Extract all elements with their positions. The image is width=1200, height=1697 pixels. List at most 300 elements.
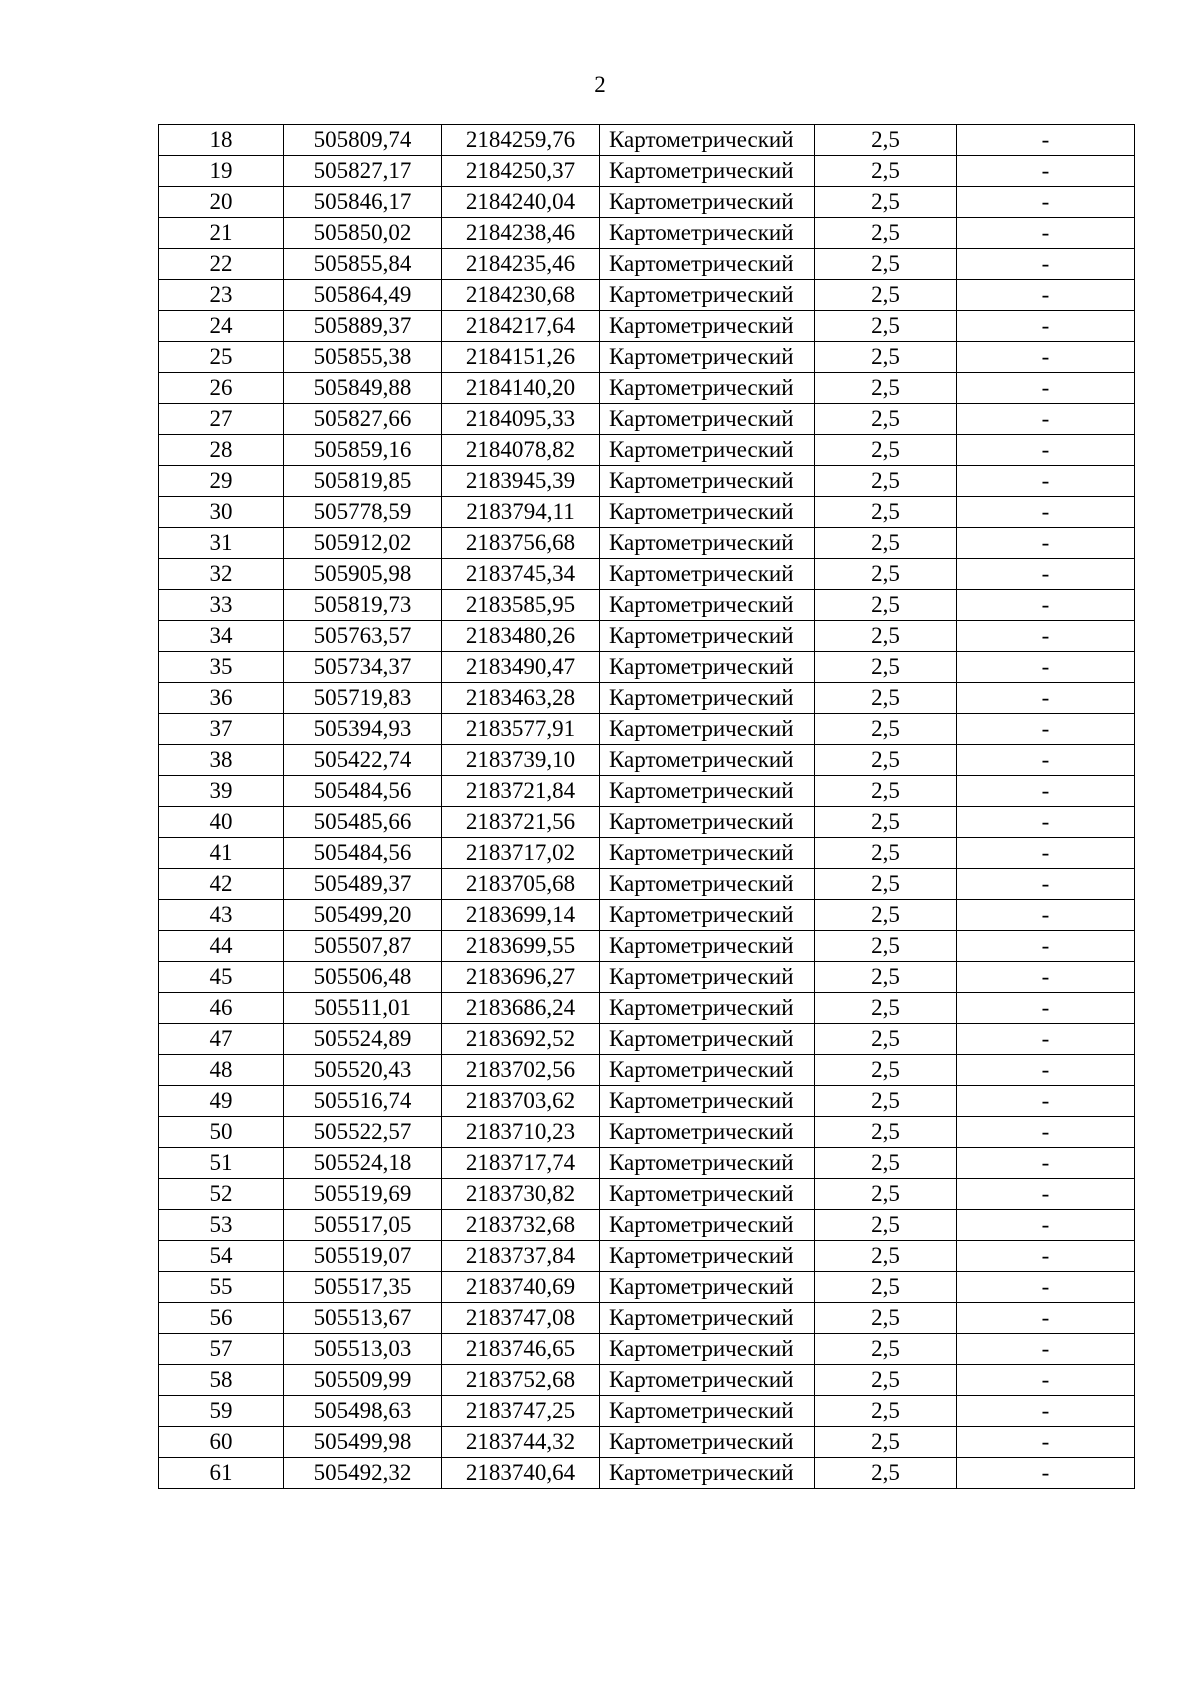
x-coordinate-cell: 505864,49 — [284, 280, 442, 311]
point-number-cell: 46 — [159, 993, 284, 1024]
accuracy-cell: 2,5 — [815, 1148, 957, 1179]
point-number-cell: 40 — [159, 807, 284, 838]
description-cell: - — [957, 1086, 1135, 1117]
accuracy-cell: 2,5 — [815, 435, 957, 466]
description-cell: - — [957, 776, 1135, 807]
y-coordinate-cell: 2183740,64 — [442, 1458, 600, 1489]
table-row — [159, 466, 1135, 497]
accuracy-cell: 2,5 — [815, 218, 957, 249]
point-number-cell: 32 — [159, 559, 284, 590]
table-row — [159, 590, 1135, 621]
description-cell: - — [957, 745, 1135, 776]
x-coordinate-cell: 505489,37 — [284, 869, 442, 900]
x-coordinate-cell: 505499,20 — [284, 900, 442, 931]
method-cell: Картометрический — [600, 869, 815, 900]
x-coordinate-cell: 505484,56 — [284, 838, 442, 869]
point-number-cell: 43 — [159, 900, 284, 931]
point-number-cell: 48 — [159, 1055, 284, 1086]
x-coordinate-cell: 505519,69 — [284, 1179, 442, 1210]
method-cell: Картометрический — [600, 1334, 815, 1365]
accuracy-cell: 2,5 — [815, 466, 957, 497]
accuracy-cell: 2,5 — [815, 1024, 957, 1055]
y-coordinate-cell: 2183717,74 — [442, 1148, 600, 1179]
accuracy-cell: 2,5 — [815, 311, 957, 342]
method-cell: Картометрический — [600, 714, 815, 745]
y-coordinate-cell: 2184140,20 — [442, 373, 600, 404]
table-row — [159, 1148, 1135, 1179]
point-number-cell: 31 — [159, 528, 284, 559]
table-row — [159, 280, 1135, 311]
accuracy-cell: 2,5 — [815, 993, 957, 1024]
method-cell: Картометрический — [600, 962, 815, 993]
table-row — [159, 1241, 1135, 1272]
description-cell: - — [957, 559, 1135, 590]
table-row — [159, 869, 1135, 900]
y-coordinate-cell: 2183737,84 — [442, 1241, 600, 1272]
accuracy-cell: 2,5 — [815, 652, 957, 683]
point-number-cell: 36 — [159, 683, 284, 714]
y-coordinate-cell: 2183703,62 — [442, 1086, 600, 1117]
description-cell: - — [957, 1365, 1135, 1396]
method-cell: Картометрический — [600, 435, 815, 466]
table-row — [159, 528, 1135, 559]
y-coordinate-cell: 2184240,04 — [442, 187, 600, 218]
method-cell: Картометрический — [600, 1024, 815, 1055]
y-coordinate-cell: 2184238,46 — [442, 218, 600, 249]
method-cell: Картометрический — [600, 466, 815, 497]
x-coordinate-cell: 505519,07 — [284, 1241, 442, 1272]
x-coordinate-cell: 505859,16 — [284, 435, 442, 466]
x-coordinate-cell: 505849,88 — [284, 373, 442, 404]
y-coordinate-cell: 2183745,34 — [442, 559, 600, 590]
accuracy-cell: 2,5 — [815, 1086, 957, 1117]
x-coordinate-cell: 505827,66 — [284, 404, 442, 435]
accuracy-cell: 2,5 — [815, 1303, 957, 1334]
point-number-cell: 19 — [159, 156, 284, 187]
table-row — [159, 1427, 1135, 1458]
table-row — [159, 745, 1135, 776]
y-coordinate-cell: 2183463,28 — [442, 683, 600, 714]
description-cell: - — [957, 838, 1135, 869]
coordinates-table-body — [159, 125, 1135, 1489]
method-cell: Картометрический — [600, 807, 815, 838]
y-coordinate-cell: 2183686,24 — [442, 993, 600, 1024]
table-row — [159, 404, 1135, 435]
y-coordinate-cell: 2183756,68 — [442, 528, 600, 559]
accuracy-cell: 2,5 — [815, 776, 957, 807]
point-number-cell: 39 — [159, 776, 284, 807]
y-coordinate-cell: 2183490,47 — [442, 652, 600, 683]
accuracy-cell: 2,5 — [815, 590, 957, 621]
accuracy-cell: 2,5 — [815, 900, 957, 931]
x-coordinate-cell: 505912,02 — [284, 528, 442, 559]
y-coordinate-cell: 2184078,82 — [442, 435, 600, 466]
y-coordinate-cell: 2184235,46 — [442, 249, 600, 280]
description-cell: - — [957, 1458, 1135, 1489]
accuracy-cell: 2,5 — [815, 1365, 957, 1396]
point-number-cell: 41 — [159, 838, 284, 869]
method-cell: Картометрический — [600, 838, 815, 869]
accuracy-cell: 2,5 — [815, 807, 957, 838]
method-cell: Картометрический — [600, 1117, 815, 1148]
description-cell: - — [957, 342, 1135, 373]
point-number-cell: 37 — [159, 714, 284, 745]
table-row — [159, 218, 1135, 249]
y-coordinate-cell: 2183945,39 — [442, 466, 600, 497]
x-coordinate-cell: 505513,67 — [284, 1303, 442, 1334]
x-coordinate-cell: 505778,59 — [284, 497, 442, 528]
description-cell: - — [957, 187, 1135, 218]
point-number-cell: 25 — [159, 342, 284, 373]
method-cell: Картометрический — [600, 1458, 815, 1489]
description-cell: - — [957, 1241, 1135, 1272]
point-number-cell: 53 — [159, 1210, 284, 1241]
table-row — [159, 187, 1135, 218]
description-cell: - — [957, 652, 1135, 683]
table-row — [159, 435, 1135, 466]
accuracy-cell: 2,5 — [815, 683, 957, 714]
accuracy-cell: 2,5 — [815, 1055, 957, 1086]
y-coordinate-cell: 2184095,33 — [442, 404, 600, 435]
method-cell: Картометрический — [600, 1303, 815, 1334]
accuracy-cell: 2,5 — [815, 342, 957, 373]
accuracy-cell: 2,5 — [815, 187, 957, 218]
table-row — [159, 652, 1135, 683]
y-coordinate-cell: 2183794,11 — [442, 497, 600, 528]
method-cell: Картометрический — [600, 1427, 815, 1458]
description-cell: - — [957, 1179, 1135, 1210]
x-coordinate-cell: 505499,98 — [284, 1427, 442, 1458]
point-number-cell: 23 — [159, 280, 284, 311]
y-coordinate-cell: 2183721,56 — [442, 807, 600, 838]
x-coordinate-cell: 505734,37 — [284, 652, 442, 683]
description-cell: - — [957, 218, 1135, 249]
description-cell: - — [957, 156, 1135, 187]
point-number-cell: 47 — [159, 1024, 284, 1055]
x-coordinate-cell: 505524,18 — [284, 1148, 442, 1179]
method-cell: Картометрический — [600, 559, 815, 590]
accuracy-cell: 2,5 — [815, 714, 957, 745]
accuracy-cell: 2,5 — [815, 249, 957, 280]
method-cell: Картометрический — [600, 1055, 815, 1086]
description-cell: - — [957, 993, 1135, 1024]
method-cell: Картометрический — [600, 745, 815, 776]
x-coordinate-cell: 505520,43 — [284, 1055, 442, 1086]
x-coordinate-cell: 505513,03 — [284, 1334, 442, 1365]
point-number-cell: 44 — [159, 931, 284, 962]
accuracy-cell: 2,5 — [815, 1396, 957, 1427]
x-coordinate-cell: 505905,98 — [284, 559, 442, 590]
x-coordinate-cell: 505498,63 — [284, 1396, 442, 1427]
accuracy-cell: 2,5 — [815, 869, 957, 900]
table-row — [159, 1179, 1135, 1210]
x-coordinate-cell: 505855,84 — [284, 249, 442, 280]
y-coordinate-cell: 2183717,02 — [442, 838, 600, 869]
y-coordinate-cell: 2183480,26 — [442, 621, 600, 652]
point-number-cell: 60 — [159, 1427, 284, 1458]
description-cell: - — [957, 869, 1135, 900]
x-coordinate-cell: 505819,85 — [284, 466, 442, 497]
table-row — [159, 993, 1135, 1024]
table-row — [159, 125, 1135, 156]
y-coordinate-cell: 2184259,76 — [442, 125, 600, 156]
x-coordinate-cell: 505484,56 — [284, 776, 442, 807]
description-cell: - — [957, 1024, 1135, 1055]
table-row — [159, 1024, 1135, 1055]
point-number-cell: 58 — [159, 1365, 284, 1396]
y-coordinate-cell: 2183740,69 — [442, 1272, 600, 1303]
description-cell: - — [957, 1148, 1135, 1179]
x-coordinate-cell: 505819,73 — [284, 590, 442, 621]
method-cell: Картометрический — [600, 125, 815, 156]
accuracy-cell: 2,5 — [815, 1272, 957, 1303]
point-number-cell: 59 — [159, 1396, 284, 1427]
y-coordinate-cell: 2184217,64 — [442, 311, 600, 342]
description-cell: - — [957, 404, 1135, 435]
accuracy-cell: 2,5 — [815, 373, 957, 404]
method-cell: Картометрический — [600, 249, 815, 280]
accuracy-cell: 2,5 — [815, 404, 957, 435]
y-coordinate-cell: 2183721,84 — [442, 776, 600, 807]
x-coordinate-cell: 505506,48 — [284, 962, 442, 993]
point-number-cell: 20 — [159, 187, 284, 218]
method-cell: Картометрический — [600, 311, 815, 342]
table-row — [159, 373, 1135, 404]
y-coordinate-cell: 2183730,82 — [442, 1179, 600, 1210]
description-cell: - — [957, 683, 1135, 714]
table-row — [159, 156, 1135, 187]
table-row — [159, 931, 1135, 962]
description-cell: - — [957, 1117, 1135, 1148]
method-cell: Картометрический — [600, 342, 815, 373]
method-cell: Картометрический — [600, 187, 815, 218]
table-row — [159, 1458, 1135, 1489]
table-row — [159, 1365, 1135, 1396]
x-coordinate-cell: 505809,74 — [284, 125, 442, 156]
table-row — [159, 1086, 1135, 1117]
x-coordinate-cell: 505846,17 — [284, 187, 442, 218]
table-row — [159, 311, 1135, 342]
x-coordinate-cell: 505889,37 — [284, 311, 442, 342]
x-coordinate-cell: 505522,57 — [284, 1117, 442, 1148]
y-coordinate-cell: 2184230,68 — [442, 280, 600, 311]
method-cell: Картометрический — [600, 1086, 815, 1117]
point-number-cell: 54 — [159, 1241, 284, 1272]
accuracy-cell: 2,5 — [815, 497, 957, 528]
method-cell: Картометрический — [600, 993, 815, 1024]
description-cell: - — [957, 125, 1135, 156]
method-cell: Картометрический — [600, 1148, 815, 1179]
description-cell: - — [957, 1303, 1135, 1334]
method-cell: Картометрический — [600, 528, 815, 559]
accuracy-cell: 2,5 — [815, 1179, 957, 1210]
coordinates-table — [158, 124, 1135, 1489]
point-number-cell: 38 — [159, 745, 284, 776]
description-cell: - — [957, 590, 1135, 621]
table-row — [159, 900, 1135, 931]
accuracy-cell: 2,5 — [815, 559, 957, 590]
accuracy-cell: 2,5 — [815, 1427, 957, 1458]
method-cell: Картометрический — [600, 1241, 815, 1272]
y-coordinate-cell: 2183752,68 — [442, 1365, 600, 1396]
accuracy-cell: 2,5 — [815, 1334, 957, 1365]
description-cell: - — [957, 497, 1135, 528]
method-cell: Картометрический — [600, 1179, 815, 1210]
table-row — [159, 342, 1135, 373]
accuracy-cell: 2,5 — [815, 745, 957, 776]
x-coordinate-cell: 505485,66 — [284, 807, 442, 838]
table-row — [159, 1396, 1135, 1427]
table-row — [159, 559, 1135, 590]
table-row — [159, 249, 1135, 280]
accuracy-cell: 2,5 — [815, 838, 957, 869]
x-coordinate-cell: 505394,93 — [284, 714, 442, 745]
page-number: 2 — [594, 72, 606, 97]
description-cell: - — [957, 714, 1135, 745]
x-coordinate-cell: 505492,32 — [284, 1458, 442, 1489]
y-coordinate-cell: 2183739,10 — [442, 745, 600, 776]
table-row — [159, 683, 1135, 714]
description-cell: - — [957, 962, 1135, 993]
point-number-cell: 22 — [159, 249, 284, 280]
x-coordinate-cell: 505850,02 — [284, 218, 442, 249]
y-coordinate-cell: 2183732,68 — [442, 1210, 600, 1241]
method-cell: Картометрический — [600, 497, 815, 528]
method-cell: Картометрический — [600, 1365, 815, 1396]
description-cell: - — [957, 373, 1135, 404]
description-cell: - — [957, 1055, 1135, 1086]
x-coordinate-cell: 505524,89 — [284, 1024, 442, 1055]
point-number-cell: 49 — [159, 1086, 284, 1117]
description-cell: - — [957, 466, 1135, 497]
y-coordinate-cell: 2183692,52 — [442, 1024, 600, 1055]
description-cell: - — [957, 807, 1135, 838]
point-number-cell: 55 — [159, 1272, 284, 1303]
x-coordinate-cell: 505422,74 — [284, 745, 442, 776]
x-coordinate-cell: 505763,57 — [284, 621, 442, 652]
x-coordinate-cell: 505827,17 — [284, 156, 442, 187]
point-number-cell: 24 — [159, 311, 284, 342]
accuracy-cell: 2,5 — [815, 1117, 957, 1148]
accuracy-cell: 2,5 — [815, 1210, 957, 1241]
table-row — [159, 807, 1135, 838]
y-coordinate-cell: 2183577,91 — [442, 714, 600, 745]
table-row — [159, 1334, 1135, 1365]
accuracy-cell: 2,5 — [815, 962, 957, 993]
method-cell: Картометрический — [600, 590, 815, 621]
accuracy-cell: 2,5 — [815, 156, 957, 187]
accuracy-cell: 2,5 — [815, 125, 957, 156]
point-number-cell: 21 — [159, 218, 284, 249]
table-row — [159, 962, 1135, 993]
point-number-cell: 50 — [159, 1117, 284, 1148]
method-cell: Картометрический — [600, 683, 815, 714]
description-cell: - — [957, 280, 1135, 311]
accuracy-cell: 2,5 — [815, 1241, 957, 1272]
x-coordinate-cell: 505855,38 — [284, 342, 442, 373]
x-coordinate-cell: 505516,74 — [284, 1086, 442, 1117]
method-cell: Картометрический — [600, 218, 815, 249]
description-cell: - — [957, 1396, 1135, 1427]
y-coordinate-cell: 2184250,37 — [442, 156, 600, 187]
method-cell: Картометрический — [600, 280, 815, 311]
point-number-cell: 61 — [159, 1458, 284, 1489]
point-number-cell: 18 — [159, 125, 284, 156]
x-coordinate-cell: 505517,05 — [284, 1210, 442, 1241]
y-coordinate-cell: 2183699,14 — [442, 900, 600, 931]
table-row — [159, 838, 1135, 869]
description-cell: - — [957, 1427, 1135, 1458]
accuracy-cell: 2,5 — [815, 621, 957, 652]
x-coordinate-cell: 505509,99 — [284, 1365, 442, 1396]
table-row — [159, 621, 1135, 652]
point-number-cell: 26 — [159, 373, 284, 404]
description-cell: - — [957, 931, 1135, 962]
accuracy-cell: 2,5 — [815, 931, 957, 962]
point-number-cell: 33 — [159, 590, 284, 621]
point-number-cell: 56 — [159, 1303, 284, 1334]
point-number-cell: 27 — [159, 404, 284, 435]
y-coordinate-cell: 2183585,95 — [442, 590, 600, 621]
y-coordinate-cell: 2183702,56 — [442, 1055, 600, 1086]
table-row — [159, 776, 1135, 807]
y-coordinate-cell: 2183699,55 — [442, 931, 600, 962]
point-number-cell: 45 — [159, 962, 284, 993]
y-coordinate-cell: 2183696,27 — [442, 962, 600, 993]
table-row — [159, 497, 1135, 528]
description-cell: - — [957, 528, 1135, 559]
y-coordinate-cell: 2184151,26 — [442, 342, 600, 373]
x-coordinate-cell: 505507,87 — [284, 931, 442, 962]
table-row — [159, 1210, 1135, 1241]
point-number-cell: 57 — [159, 1334, 284, 1365]
point-number-cell: 28 — [159, 435, 284, 466]
description-cell: - — [957, 1210, 1135, 1241]
method-cell: Картометрический — [600, 931, 815, 962]
method-cell: Картометрический — [600, 1272, 815, 1303]
point-number-cell: 35 — [159, 652, 284, 683]
description-cell: - — [957, 1334, 1135, 1365]
x-coordinate-cell: 505511,01 — [284, 993, 442, 1024]
table-row — [159, 1117, 1135, 1148]
method-cell: Картометрический — [600, 156, 815, 187]
description-cell: - — [957, 1272, 1135, 1303]
y-coordinate-cell: 2183710,23 — [442, 1117, 600, 1148]
method-cell: Картометрический — [600, 776, 815, 807]
method-cell: Картометрический — [600, 1210, 815, 1241]
table-row — [159, 1303, 1135, 1334]
y-coordinate-cell: 2183747,08 — [442, 1303, 600, 1334]
table-row — [159, 1272, 1135, 1303]
method-cell: Картометрический — [600, 404, 815, 435]
description-cell: - — [957, 435, 1135, 466]
point-number-cell: 42 — [159, 869, 284, 900]
method-cell: Картометрический — [600, 900, 815, 931]
description-cell: - — [957, 249, 1135, 280]
accuracy-cell: 2,5 — [815, 280, 957, 311]
accuracy-cell: 2,5 — [815, 528, 957, 559]
description-cell: - — [957, 311, 1135, 342]
x-coordinate-cell: 505719,83 — [284, 683, 442, 714]
table-row — [159, 1055, 1135, 1086]
table-row — [159, 714, 1135, 745]
description-cell: - — [957, 900, 1135, 931]
y-coordinate-cell: 2183705,68 — [442, 869, 600, 900]
point-number-cell: 30 — [159, 497, 284, 528]
y-coordinate-cell: 2183746,65 — [442, 1334, 600, 1365]
x-coordinate-cell: 505517,35 — [284, 1272, 442, 1303]
method-cell: Картометрический — [600, 621, 815, 652]
